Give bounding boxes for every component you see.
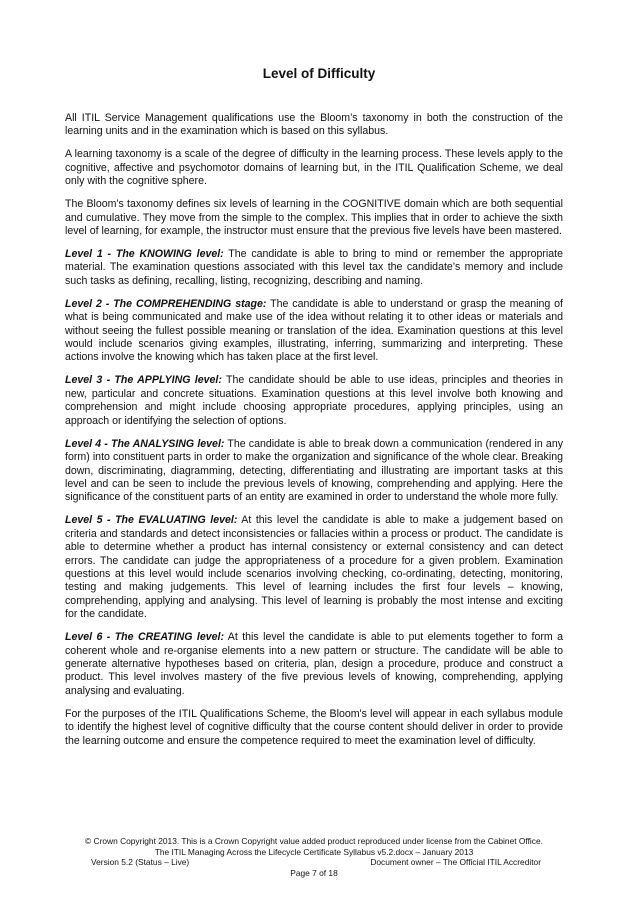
paragraph-text: All ITIL Service Management qualifications use the Bloom’s taxonomy in both the construction of the learning units and in the examination which is based on this syllabus. [65,112,563,138]
page-title: Level of Difficulty [262,66,376,81]
body-paragraph [65,198,563,238]
level-4-heading: Level 4 - The ANALYSING level: [65,437,225,450]
paragraph-text: The candidate is able to bring to mind or remember the appropriate material. The examination questions associated with this level tax the candidate’s memory and include such tasks as defining, recalling, listing, recognizing, describing and naming. [65,248,563,287]
level-1-paragraph [65,248,563,288]
paragraph-text: For the purposes of the ITIL Qualifications Scheme, the Bloom's level will appear in each syllabus module to identify the highest level of cognitive difficulty that the course content should deliver in order to provide the learning outcome and ensure the competence required to meet the examination level of difficulty. [65,707,563,747]
level-5-paragraph [65,514,563,621]
paragraph-text: At this level the candidate is able to make a judgement based on criteria and standards and detect inconsistencies or fallacies within a process or product. The candidate is able to determine whether a product has internal consistency or external consistency and can detect errors. The candidate can judge the appropriateness of a procedure for a given problem. Examination questions at this level would include scenarios involving checking, co-ordinating, detecting, monitoring, testing and making judgements. This level of learning includes the first four levels – knowing, comprehending, applying and analysing. This level of learning is probably the most intense and exciting for the candidate. [65,514,564,621]
paragraph-text: At this level the candidate is able to put elements together to form a coherent whole and re-organise elements into a new pattern or structure. The candidate will be able to generate alternative hypotheses based on criteria, plan, design a procedure, produce and construct a product. This level involves mastery of the five previous levels of knowing, comprehending, applying analysing and evaluating. [65,631,563,697]
level-3-heading: Level 3 - The APPLYING level: [65,374,222,387]
document-body [65,112,563,758]
footer-version: Version 5.2 (Status – Live) [91,857,190,868]
paragraph-text: The candidate should be able to use ideas, principles and theories in new, particular and concrete situations. Examination questions at this level involve both knowing and comprehension and might include choosing appropriate procedures, applying principles, using an approach or identifying the selection of options. [65,374,564,427]
footer-owner: Document owner – The Official ITIL Accreditor [370,857,541,868]
paragraph-text: The candidate is able to understand or grasp the meaning of what is being communicated and make use of the idea without relating it to other ideas or materials and without seeing the fullest possible meaning or translation of the idea. Examination questions at this level would include scenarios giving examples, illustrating, inferring, summarizing and interpreting. These actions involve the knowing which has taken place at the first level. [65,297,563,364]
page-footer [65,836,563,878]
level-6-heading: Level 6 - The CREATING level: [65,631,224,644]
paragraph-text: The Bloom's taxonomy defines six levels of learning in the COGNITIVE domain which are both sequential and cumulative. They move from the simple to the complex. This implies that in order to achieve the sixth level of learning, for example, the instructor must ensure that the previous five levels have been mastered. [65,198,563,238]
level-4-paragraph [65,438,563,505]
level-1-heading: Level 1 - The KNOWING level: [65,248,224,261]
paragraph-text: A learning taxonomy is a scale of the degree of difficulty in the learning process. These levels apply to the cognitive, affective and psychomotor domains of learning but, in the ITIL Qualification Scheme, we deal only with the cognitive sphere. [65,148,563,188]
page-number: Page 7 of 18 [290,867,338,878]
body-paragraph [65,708,563,748]
level-5-heading: Level 5 - The EVALUATING level: [65,514,238,527]
level-2-paragraph [65,298,563,365]
level-6-paragraph [65,631,563,698]
body-paragraph [65,112,563,139]
footer-version-row [65,857,563,868]
footer-doc-info: The ITIL Managing Across the Lifecycle Certificate Syllabus v5.2.docx – January 2013 [154,846,474,857]
level-3-paragraph [65,374,563,428]
level-2-heading: Level 2 - The COMPREHENDING stage: [65,297,267,310]
footer-copyright: © Crown Copyright 2013. This is a Crown Copyright value added product reproduced under license from the Cabinet Office. [85,836,543,846]
body-paragraph [65,148,563,188]
paragraph-text: The candidate is able to break down a communication (rendered in any form) into constituent parts in order to make the organization and significance of the whole clear. Breaking down, discriminating, diagramming, detecting, differentiating and illustrating are important tasks at this level and can be seen to include the previous levels of knowing, comprehending and applying. Here the significance of the constituent parts of an entity are examined in order to understand the whole more fully. [65,437,564,504]
